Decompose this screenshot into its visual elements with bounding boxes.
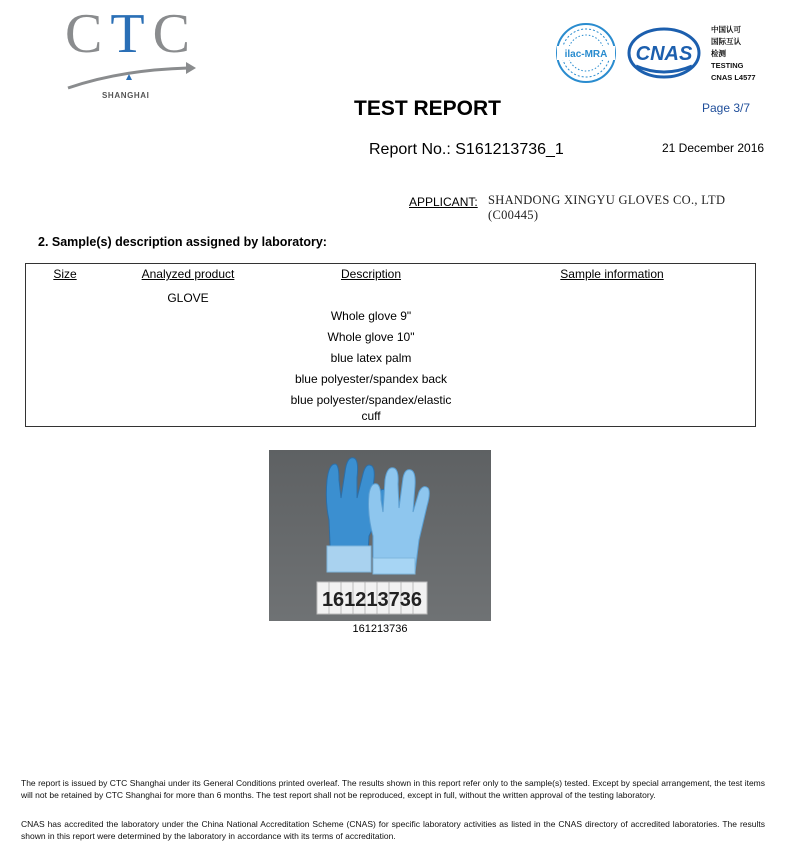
description-cell: Whole glove 9" [330, 309, 412, 323]
cnas-line: CNAS L4577 [711, 73, 756, 82]
glove-sample-photo [269, 450, 491, 621]
column-header-size: Size [53, 267, 77, 281]
footer-cnas-statement: CNAS has accredited the laboratory under the China National Accreditation Scheme (CNAS) for specific laboratory activities as listed in the CNAS directory of accredited laboratories. The results shown in this report were determined by the laboratory in accordance with its terms of accreditation. [21, 819, 765, 842]
report-number: Report No.: S161213736_1 [369, 141, 564, 158]
footer-disclaimer: The report is issued by CTC Shanghai under its General Conditions printed overleaf. The results shown in this report refer only to the sample(s) tested. Except by special arrangement, the test items will not be retained by CTC Shanghai for more than 6 months. The test report shall not be reproduced, except in full, without the written approval of the testing laboratory. [21, 778, 765, 801]
cnas-line: 检测 [711, 49, 726, 58]
svg-text:ilac-MRA: ilac-MRA [564, 49, 608, 60]
description-cell: blue latex palm [330, 351, 412, 365]
description-cell: blue polyester/spandex back [294, 372, 448, 386]
analyzed-product-cell: GLOVE [167, 291, 209, 305]
ilac-mra-logo [554, 22, 618, 84]
svg-text:161213736: 161213736 [321, 589, 423, 611]
ctc-logo-letters: CTC [65, 3, 198, 65]
applicant-name [488, 193, 725, 223]
cnas-accreditation-text [711, 24, 756, 84]
applicant-label: APPLICANT: [409, 195, 478, 209]
logo-city: SHANGHAI [102, 91, 150, 100]
page-number: Page 3/7 [702, 101, 751, 115]
cnas-line: 中国认可 [711, 25, 741, 34]
cnas-logo [626, 26, 702, 80]
svg-text:CNAS: CNAS [635, 43, 693, 65]
column-header-analyzed-product: Analyzed product [141, 267, 235, 281]
section-heading: 2. Sample(s) description assigned by laboratory: [38, 235, 327, 249]
cnas-line: 国际互认 [711, 37, 741, 46]
report-date: 21 December 2016 [662, 141, 765, 155]
column-header-sample-information: Sample information [560, 267, 664, 281]
column-header-description: Description [340, 267, 402, 281]
report-title: TEST REPORT [354, 97, 502, 120]
description-cell: cuff [361, 409, 381, 423]
description-cell: Whole glove 10" [327, 330, 415, 344]
description-cell: blue polyester/spandex/elastic [290, 393, 452, 407]
cnas-line: TESTING [711, 61, 744, 70]
applicant-name-line: SHANDONG XINGYU GLOVES CO., LTD [488, 193, 726, 207]
photo-caption: 161213736 [352, 623, 408, 635]
sample-description-table [25, 263, 756, 427]
applicant-code-line: (C00445) [488, 208, 539, 222]
